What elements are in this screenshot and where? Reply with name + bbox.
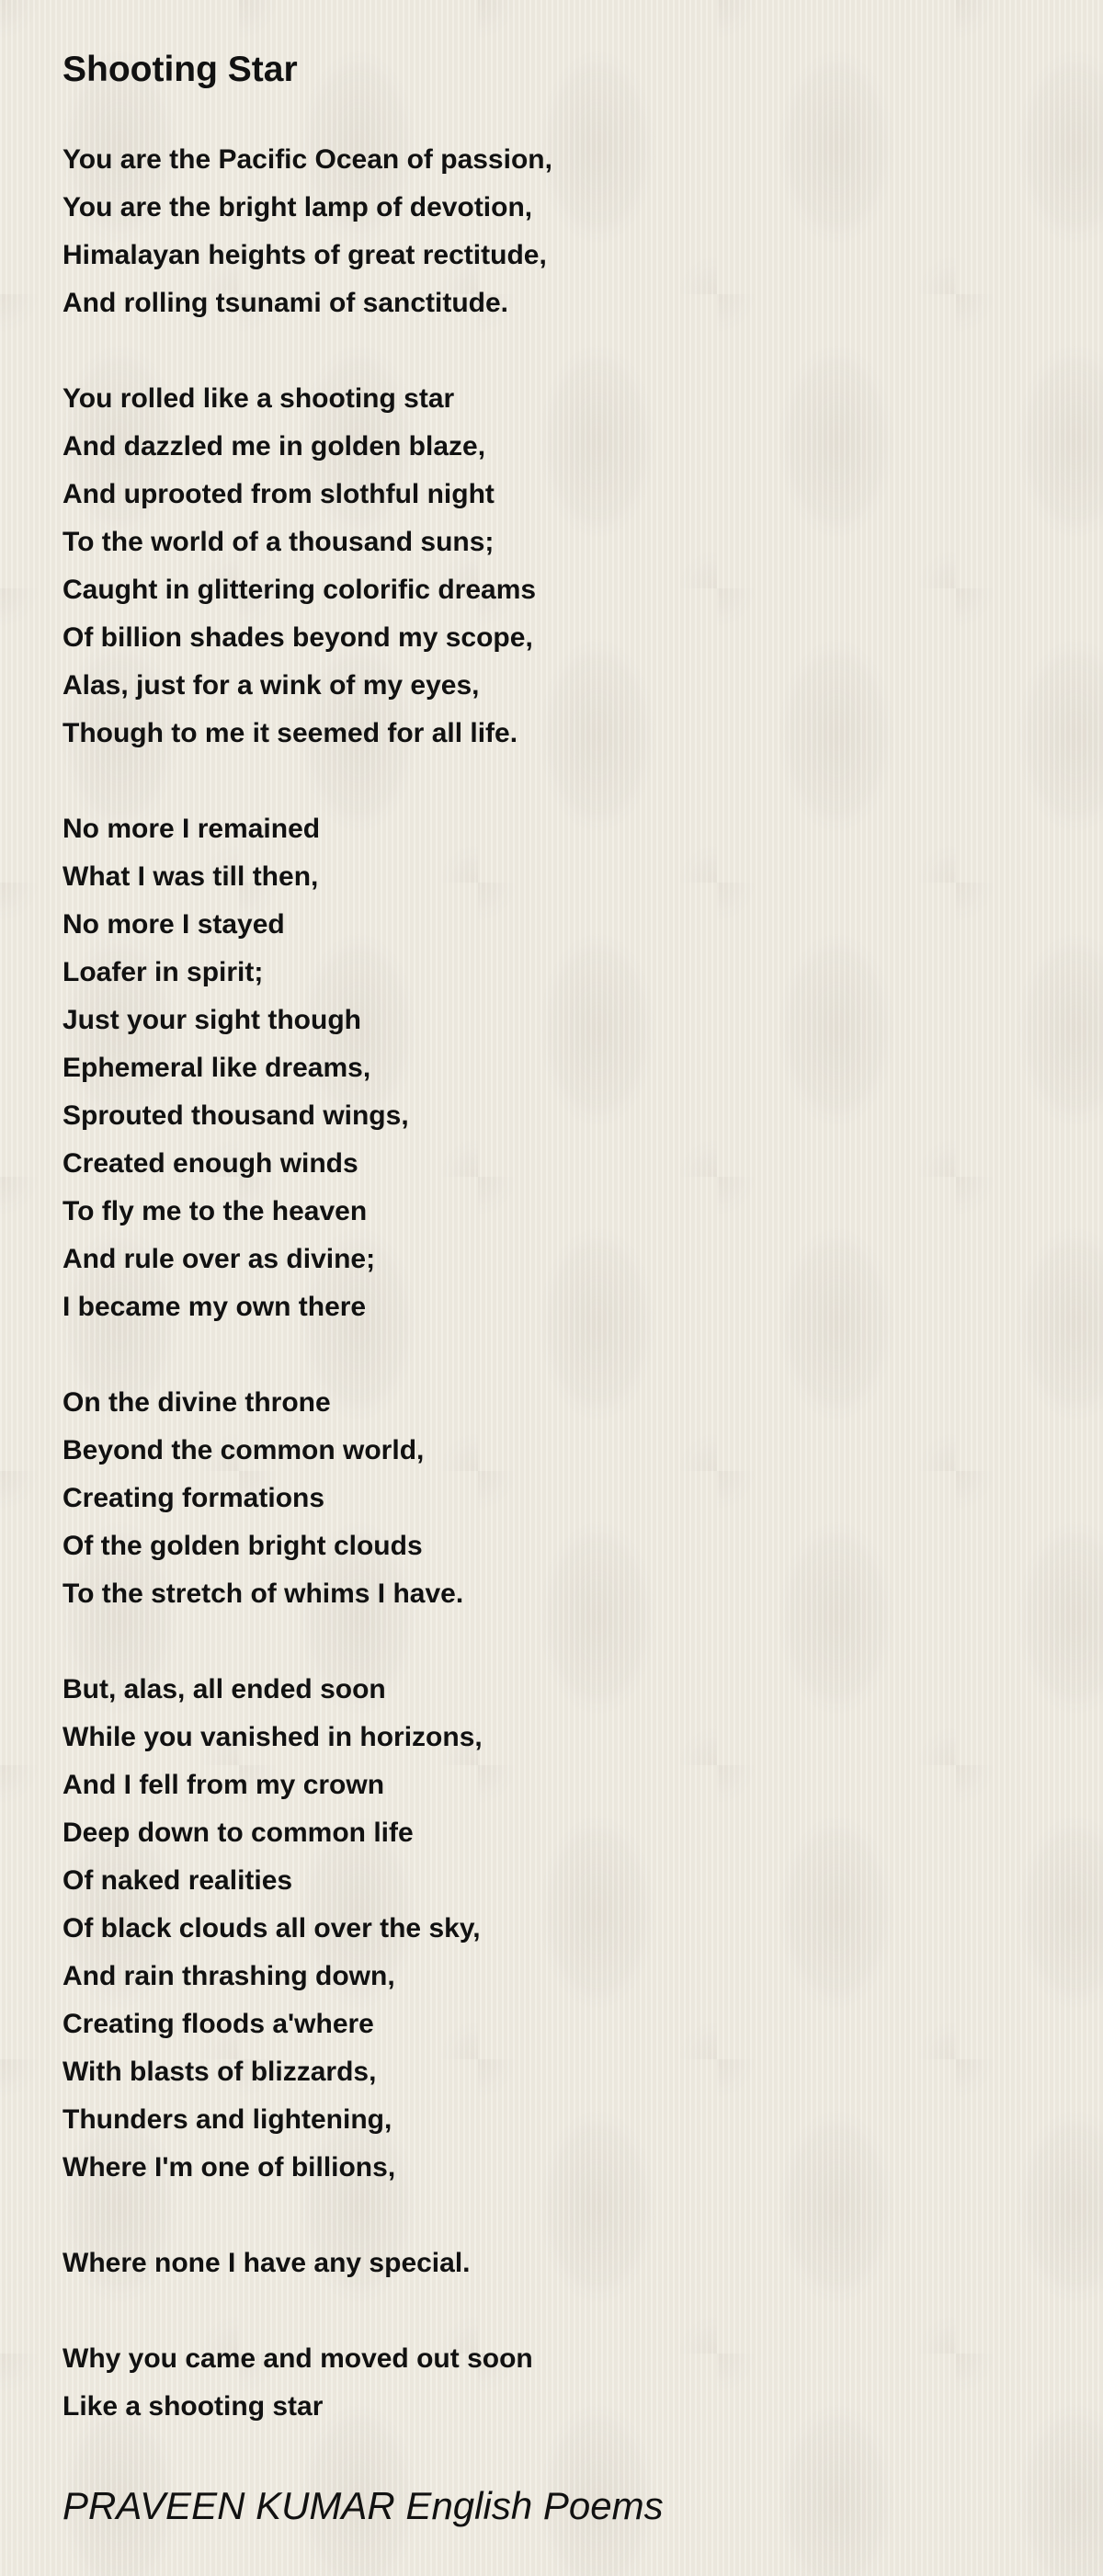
poem-line: And I fell from my crown — [63, 1770, 385, 1800]
poem-body — [63, 136, 1037, 2479]
author-footer: PRAVEEN KUMAR English Poems — [63, 2484, 664, 2527]
poem-line: Though to me it seemed for all life. — [63, 718, 518, 748]
poem-line: To the world of a thousand suns; — [63, 527, 495, 557]
poem-line: What I was till then, — [63, 861, 319, 892]
poem-line: On the divine throne — [63, 1387, 331, 1418]
poem-line: Himalayan heights of great rectitude, — [63, 240, 547, 270]
poem-line: You are the bright lamp of devotion, — [63, 192, 533, 222]
poem-line: Like a shooting star — [63, 2391, 324, 2422]
poem-line: Of black clouds all over the sky, — [63, 1913, 481, 1943]
poem-line: Sprouted thousand wings, — [63, 1100, 409, 1131]
poem-line: No more I remained — [63, 814, 321, 844]
poem-line: Ephemeral like dreams, — [63, 1053, 371, 1083]
poem-stanza — [63, 375, 1037, 758]
poem-line: Loafer in spirit; — [63, 957, 264, 987]
poem-line: Where none I have any special. — [63, 2248, 471, 2278]
poem-line: You are the Pacific Ocean of passion, — [63, 144, 552, 175]
poem-stanza — [63, 805, 1037, 1331]
poem-line: Where I'm one of billions, — [63, 2152, 396, 2183]
poem-line: Creating formations — [63, 1483, 325, 1513]
poem-stanza — [63, 1379, 1037, 1618]
poem-line: Creating floods a'where — [63, 2009, 374, 2039]
poem-stanza — [63, 136, 1037, 327]
poem-line: But, alas, all ended soon — [63, 1674, 386, 1704]
poem-line: No more I stayed — [63, 909, 285, 940]
poem-stanza — [63, 2240, 1037, 2287]
poem-line: Of naked realities — [63, 1865, 293, 1896]
poem-line: And rule over as divine; — [63, 1244, 376, 1274]
poem-line: Just your sight though — [63, 1005, 361, 1035]
poem-line: I became my own there — [63, 1292, 367, 1322]
poem-stanza — [63, 2335, 1037, 2431]
poem-line: You rolled like a shooting star — [63, 383, 455, 414]
poem-title: Shooting Star — [63, 50, 298, 89]
poem-line: While you vanished in horizons, — [63, 1722, 483, 1752]
poem-line: To fly me to the heaven — [63, 1196, 368, 1226]
poem-line: And rain thrashing down, — [63, 1961, 395, 1991]
poem-line: And dazzled me in golden blaze, — [63, 431, 486, 462]
poem-line: Deep down to common life — [63, 1818, 414, 1848]
poem-line: To the stretch of whims I have. — [63, 1579, 464, 1609]
poem-line: Of billion shades beyond my scope, — [63, 622, 533, 653]
poem-line: Thunders and lightening, — [63, 2104, 392, 2135]
poem-line: With blasts of blizzards, — [63, 2057, 377, 2087]
poem-line: Why you came and moved out soon — [63, 2343, 533, 2374]
poem-line: Of the golden bright clouds — [63, 1531, 423, 1561]
poem-line: And uprooted from slothful night — [63, 479, 495, 509]
poem-line: Beyond the common world, — [63, 1435, 425, 1465]
poem-line: Created enough winds — [63, 1148, 358, 1179]
poem-line: Caught in glittering colorific dreams — [63, 575, 537, 605]
poem-line: And rolling tsunami of sanctitude. — [63, 288, 509, 318]
poem-line: Alas, just for a wink of my eyes, — [63, 670, 480, 701]
poem-stanza — [63, 1666, 1037, 2192]
